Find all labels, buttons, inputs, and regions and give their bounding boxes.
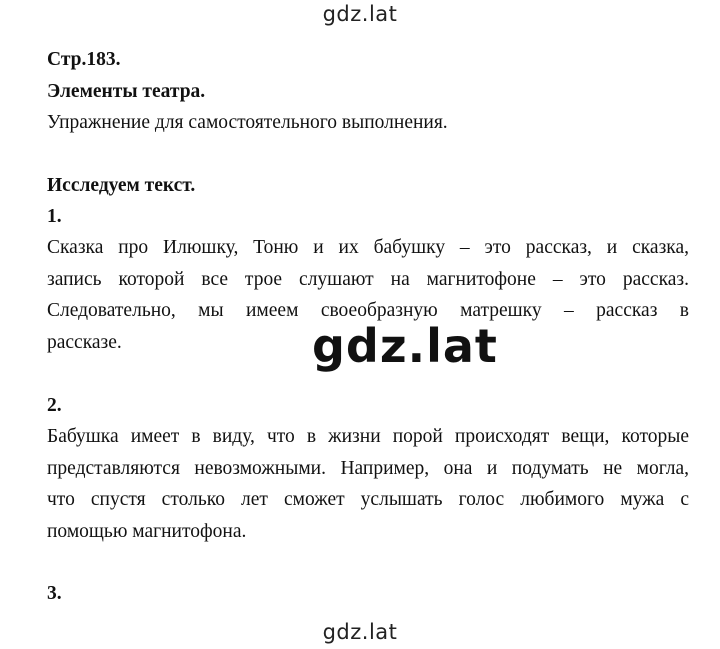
section-heading: Исследуем текст.: [47, 175, 196, 196]
answer-1-line-3: Следовательно, мы имеем своеобразную матрешку – рассказ в: [47, 300, 689, 321]
watermark-middle: gdz.lat: [312, 319, 498, 373]
answer-2-line-4: помощью магнитофона.: [47, 521, 247, 542]
answer-2-number: 2.: [47, 395, 62, 416]
answer-1-line-2: запись которой все трое слушают на магнитофоне – это рассказ.: [47, 269, 689, 290]
page-number: Стр.183.: [47, 49, 121, 70]
answer-3-number: 3.: [47, 583, 62, 604]
answer-1-number: 1.: [47, 206, 62, 227]
answer-2-line-2: представляются невозможными. Например, она и подумать не могла,: [47, 458, 689, 479]
answer-2-line-3: что спустя столько лет сможет услышать голос любимого мужа с: [47, 489, 689, 510]
watermark-bottom: gdz.lat: [322, 620, 398, 644]
answer-2-line-1: Бабушка имеет в виду, что в жизни порой происходят вещи, которые: [47, 426, 689, 447]
watermark-top: gdz.lat: [322, 2, 398, 26]
exercise-note: Упражнение для самостоятельного выполнения.: [47, 112, 448, 133]
answer-1-line-1: Сказка про Илюшку, Тоню и их бабушку – это рассказ, и сказка,: [47, 237, 689, 258]
answer-1-line-4: рассказе.: [47, 332, 122, 353]
page-title: Элементы театра.: [47, 81, 206, 102]
